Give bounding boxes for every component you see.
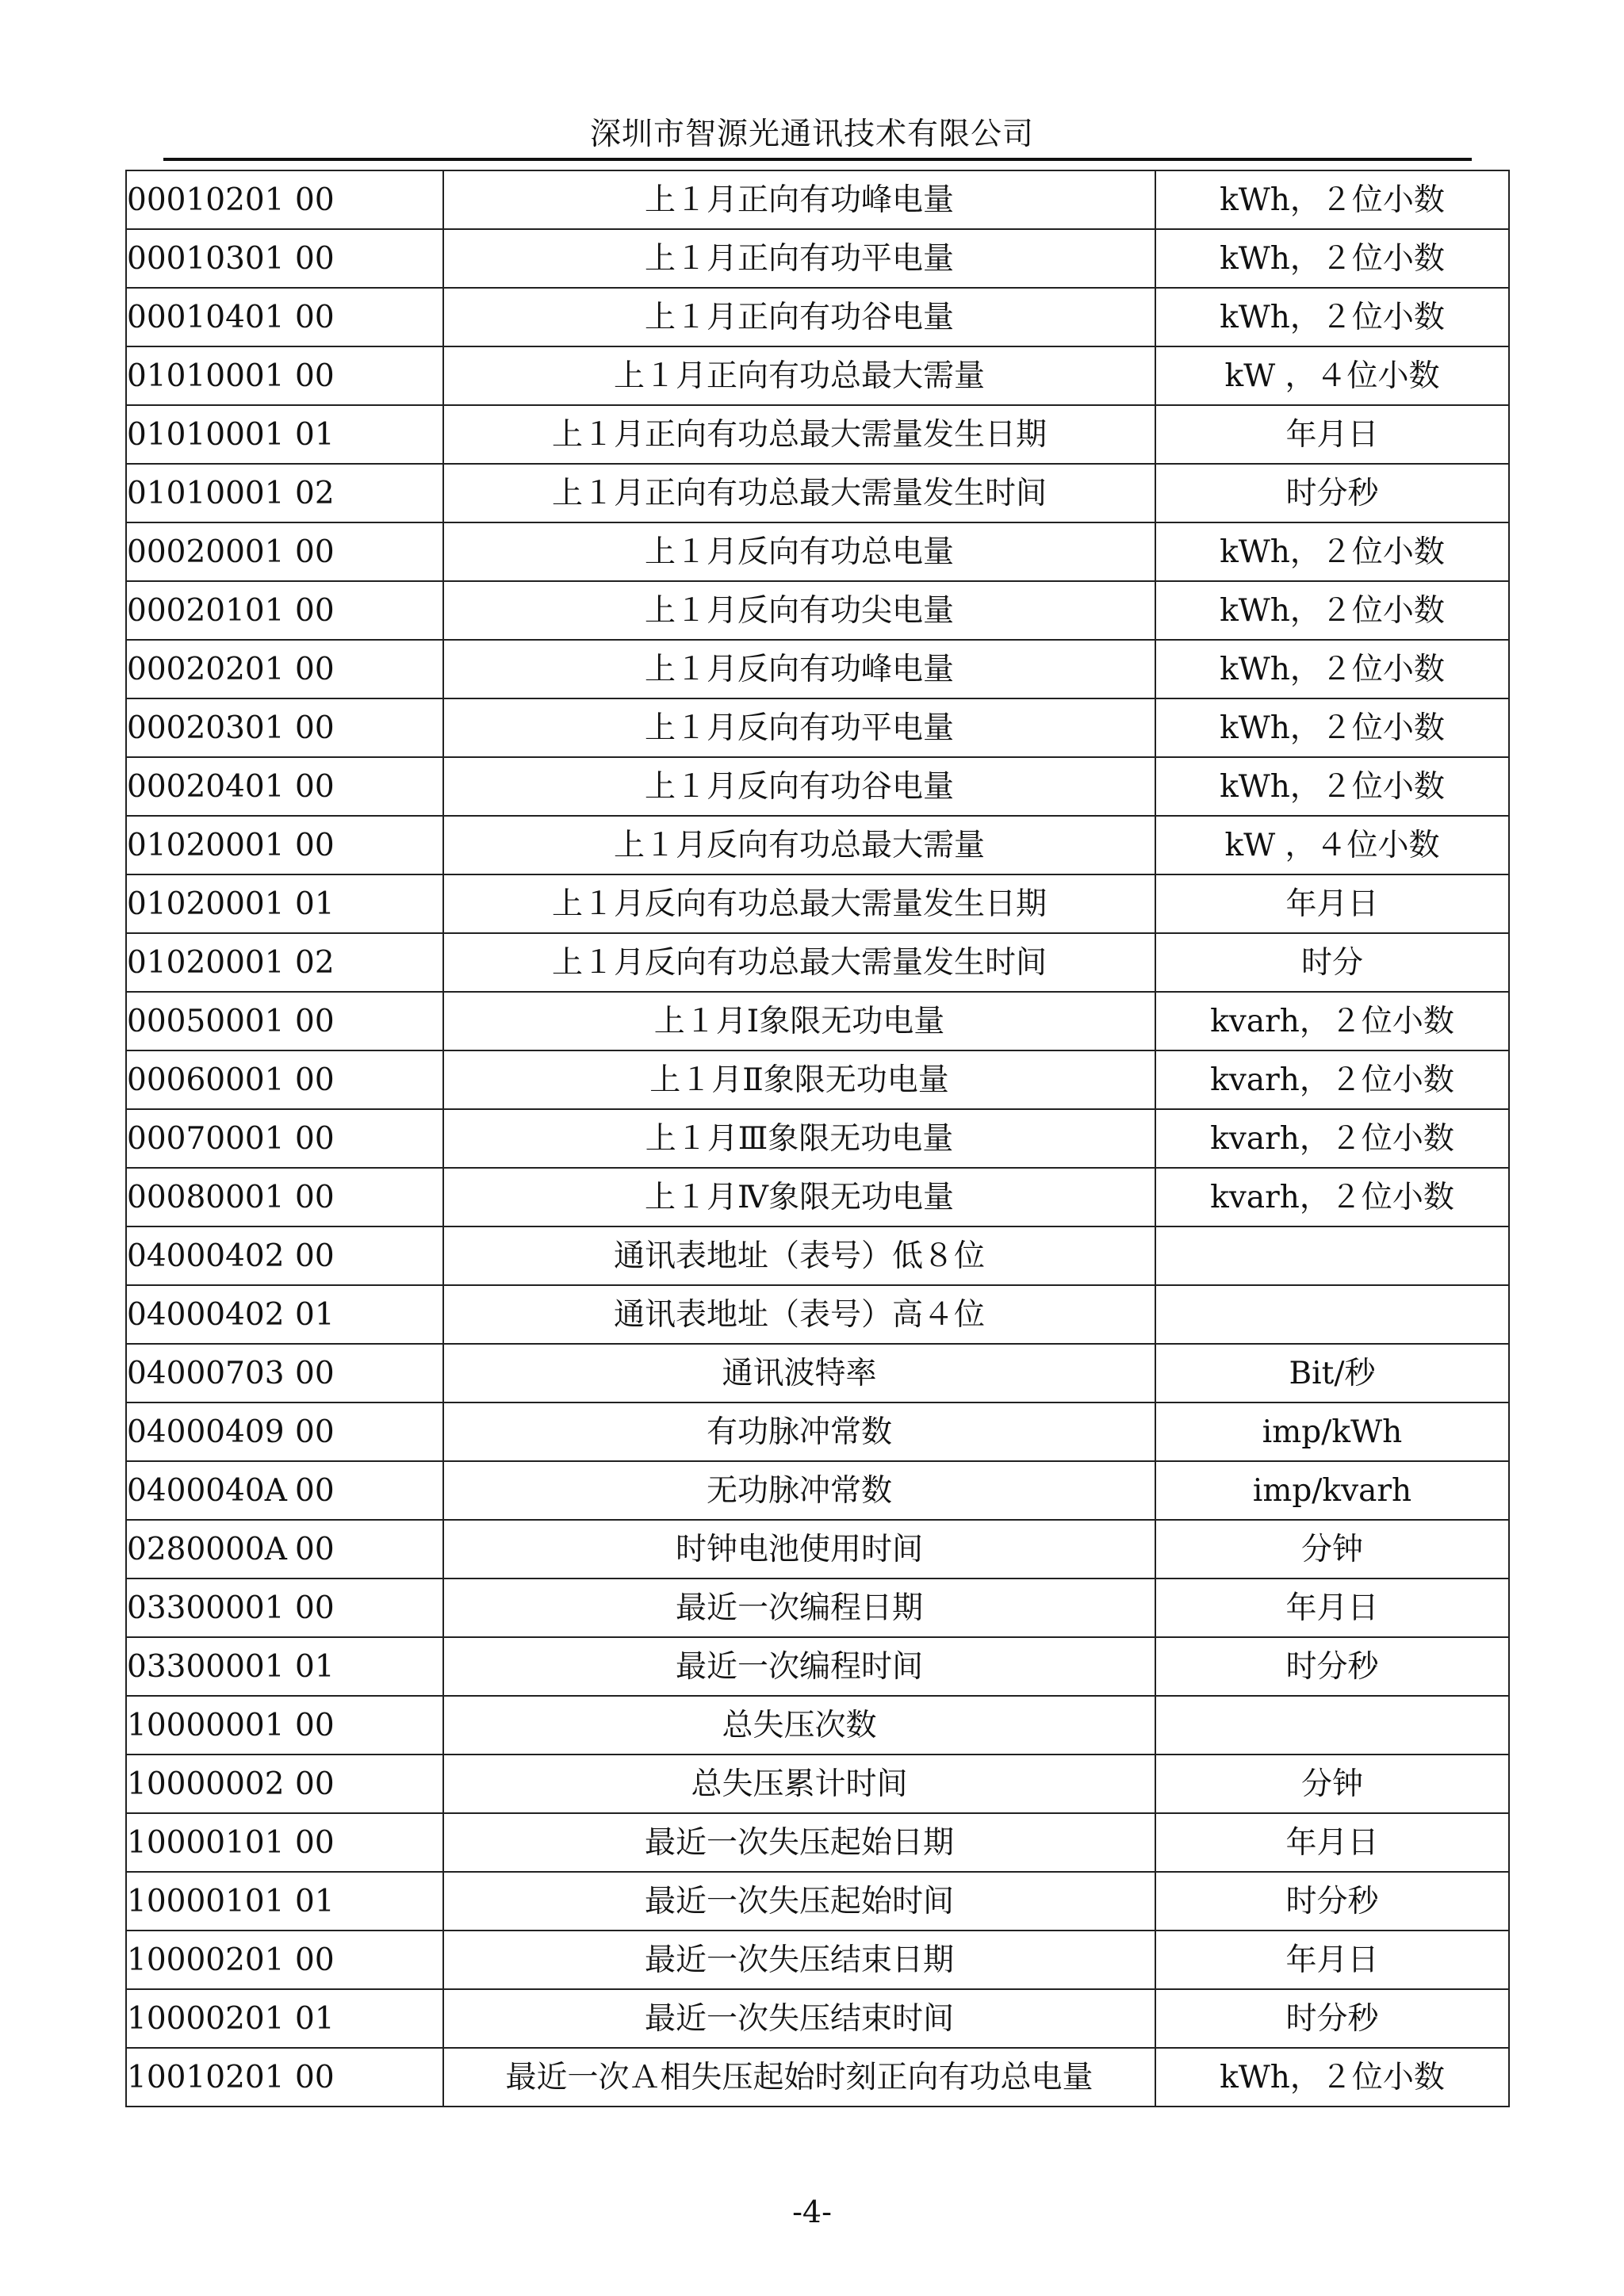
item-name-cell: 上１月正向有功峰电量: [443, 170, 1155, 229]
data-id-sub: 00: [295, 1120, 335, 1157]
table-row: [126, 992, 1509, 1050]
item-name-cell: 最近一次失压起始时间: [443, 1872, 1155, 1931]
data-id-code: 10000101: [127, 1824, 285, 1861]
table-row: [126, 816, 1509, 874]
data-id-cell: [126, 816, 443, 874]
table-row: [126, 1696, 1509, 1755]
table-row: [126, 170, 1509, 229]
unit-cell: 年月日: [1155, 1578, 1509, 1637]
data-id-code: 10000201: [127, 2000, 285, 2037]
table-row: [126, 874, 1509, 933]
unit-cell: 时分秒: [1155, 1989, 1509, 2048]
table-row: [126, 2048, 1509, 2107]
data-id-code: 10010201: [127, 2059, 285, 2095]
unit-cell: 分钟: [1155, 1520, 1509, 1578]
unit-cell: kW ，４位小数: [1155, 816, 1509, 874]
data-id-code: 0280000A: [127, 1531, 287, 1567]
item-name-cell: 上１月Ⅳ象限无功电量: [443, 1168, 1155, 1226]
table-row: [126, 229, 1509, 288]
table-row: [126, 1931, 1509, 1989]
data-id-sub: 00: [295, 2059, 335, 2095]
item-name-cell: 通讯表地址（表号）高４位: [443, 1285, 1155, 1344]
data-id-code: 00050001: [127, 1003, 285, 1039]
item-name-cell: 上１月反向有功总最大需量发生日期: [443, 874, 1155, 933]
data-id-code: 0400040A: [127, 1472, 287, 1509]
data-id-code: 01020001: [127, 827, 285, 863]
data-id-sub: 00: [295, 1472, 335, 1509]
item-name-cell: 上１月正向有功谷电量: [443, 288, 1155, 346]
table-row: [126, 1872, 1509, 1931]
data-id-cell: [126, 581, 443, 640]
data-id-code: 00010301: [127, 240, 285, 277]
data-id-code: 01020001: [127, 944, 285, 981]
item-name-cell: 通讯表地址（表号）低８位: [443, 1226, 1155, 1285]
item-name-cell: 上１月Ⅲ象限无功电量: [443, 1109, 1155, 1168]
item-name-cell: 上１月反向有功总最大需量发生时间: [443, 933, 1155, 992]
data-id-sub: 02: [295, 475, 335, 511]
unit-cell: kWh，２位小数: [1155, 757, 1509, 816]
data-id-sub: 00: [295, 534, 335, 570]
data-id-code: 01010001: [127, 475, 285, 511]
table-row: [126, 1989, 1509, 2048]
data-id-sub: 00: [295, 1179, 335, 1215]
data-id-cell: [126, 1931, 443, 1989]
data-id-cell: [126, 1696, 443, 1755]
data-id-cell: [126, 1285, 443, 1344]
unit-cell: kvarh，２位小数: [1155, 992, 1509, 1050]
unit-cell: Bit/秒: [1155, 1344, 1509, 1402]
item-name-cell: 上１月反向有功总电量: [443, 522, 1155, 581]
table-body: [126, 170, 1509, 2107]
data-id-code: 10000002: [127, 1766, 285, 1802]
table-row: [126, 1461, 1509, 1520]
table-row: [126, 640, 1509, 698]
data-id-sub: 00: [295, 592, 335, 629]
item-name-cell: 上１月正向有功总最大需量: [443, 346, 1155, 405]
data-id-code: 00010201: [127, 182, 285, 218]
table-row: [126, 933, 1509, 992]
data-id-code: 00070001: [127, 1120, 285, 1157]
data-id-cell: [126, 1402, 443, 1461]
data-id-code: 00020201: [127, 651, 285, 687]
data-id-cell: [126, 640, 443, 698]
data-id-sub: 00: [295, 1238, 335, 1274]
data-id-sub: 02: [295, 944, 335, 981]
data-id-sub: 01: [295, 886, 335, 922]
data-id-sub: 00: [295, 1942, 335, 1978]
data-id-code: 10000201: [127, 1942, 285, 1978]
item-name-cell: 上１月反向有功谷电量: [443, 757, 1155, 816]
data-id-code: 03300001: [127, 1590, 285, 1626]
data-id-cell: [126, 1872, 443, 1931]
unit-cell: 年月日: [1155, 1931, 1509, 1989]
data-id-code: 00020101: [127, 592, 285, 629]
unit-cell: kWh，２位小数: [1155, 698, 1509, 757]
data-id-sub: 00: [295, 1766, 335, 1802]
unit-cell: 时分秒: [1155, 1872, 1509, 1931]
unit-cell: kWh，２位小数: [1155, 288, 1509, 346]
item-name-cell: 最近一次失压结束日期: [443, 1931, 1155, 1989]
unit-cell: [1155, 1696, 1509, 1755]
data-id-code: 00020301: [127, 710, 285, 746]
unit-cell: 分钟: [1155, 1755, 1509, 1813]
company-name: 深圳市智源光通讯技术有限公司: [589, 117, 1034, 152]
data-id-cell: [126, 1226, 443, 1285]
data-id-cell: [126, 170, 443, 229]
data-id-cell: [126, 1637, 443, 1696]
item-name-cell: 最近一次失压起始日期: [443, 1813, 1155, 1872]
data-id-cell: [126, 1050, 443, 1109]
item-name-cell: 上１月反向有功平电量: [443, 698, 1155, 757]
data-id-code: 01010001: [127, 358, 285, 394]
data-id-code: 10000001: [127, 1707, 285, 1743]
data-id-cell: [126, 757, 443, 816]
unit-cell: 时分秒: [1155, 464, 1509, 522]
item-name-cell: 上１月反向有功尖电量: [443, 581, 1155, 640]
table-row: [126, 1285, 1509, 1344]
item-name-cell: 上１月正向有功总最大需量发生日期: [443, 405, 1155, 464]
item-name-cell: 最近一次编程时间: [443, 1637, 1155, 1696]
item-name-cell: 上１月正向有功总最大需量发生时间: [443, 464, 1155, 522]
data-id-sub: 00: [295, 299, 335, 335]
table-row: [126, 1813, 1509, 1872]
data-id-cell: [126, 346, 443, 405]
data-id-sub: 01: [295, 1296, 335, 1333]
table-row: [126, 522, 1509, 581]
data-id-cell: [126, 1989, 443, 2048]
unit-cell: kWh，２位小数: [1155, 640, 1509, 698]
data-id-sub: 00: [295, 240, 335, 277]
data-id-code: 04000703: [127, 1355, 285, 1391]
unit-cell: kWh，２位小数: [1155, 229, 1509, 288]
item-name-cell: 最近一次编程日期: [443, 1578, 1155, 1637]
data-id-code: 04000409: [127, 1414, 285, 1450]
table-row: [126, 405, 1509, 464]
table-row: [126, 1520, 1509, 1578]
table-row: [126, 346, 1509, 405]
data-id-cell: [126, 229, 443, 288]
item-name-cell: 上１月正向有功平电量: [443, 229, 1155, 288]
unit-cell: kWh，２位小数: [1155, 2048, 1509, 2107]
data-id-code: 00020001: [127, 534, 285, 570]
unit-cell: kW ，４位小数: [1155, 346, 1509, 405]
data-id-sub: 01: [295, 2000, 335, 2037]
data-id-cell: [126, 288, 443, 346]
data-id-sub: 00: [295, 1531, 335, 1567]
data-id-cell: [126, 1813, 443, 1872]
data-id-code: 04000402: [127, 1296, 285, 1333]
unit-cell: imp/kWh: [1155, 1402, 1509, 1461]
data-id-cell: [126, 464, 443, 522]
data-id-code: 00060001: [127, 1062, 285, 1098]
table-row: [126, 1109, 1509, 1168]
data-id-sub: 01: [295, 1648, 335, 1685]
item-name-cell: 有功脉冲常数: [443, 1402, 1155, 1461]
table-row: [126, 1637, 1509, 1696]
item-name-cell: 上１月反向有功峰电量: [443, 640, 1155, 698]
page-number: -4-: [792, 2195, 832, 2229]
data-id-cell: [126, 698, 443, 757]
unit-cell: 时分: [1155, 933, 1509, 992]
unit-cell: kvarh，２位小数: [1155, 1050, 1509, 1109]
data-id-sub: 00: [295, 1707, 335, 1743]
data-id-sub: 00: [295, 182, 335, 218]
unit-cell: kvarh，２位小数: [1155, 1168, 1509, 1226]
data-id-cell: [126, 1461, 443, 1520]
data-id-sub: 00: [295, 710, 335, 746]
item-name-cell: 时钟电池使用时间: [443, 1520, 1155, 1578]
item-name-cell: 总失压次数: [443, 1696, 1155, 1755]
data-id-cell: [126, 1578, 443, 1637]
data-id-sub: 00: [295, 1824, 335, 1861]
data-id-code: 00020401: [127, 768, 285, 805]
item-name-cell: 无功脉冲常数: [443, 1461, 1155, 1520]
data-id-sub: 00: [295, 768, 335, 805]
unit-cell: 时分秒: [1155, 1637, 1509, 1696]
unit-cell: 年月日: [1155, 1813, 1509, 1872]
data-id-code: 00010401: [127, 299, 285, 335]
item-name-cell: 上１月Ⅱ象限无功电量: [443, 1050, 1155, 1109]
data-id-cell: [126, 933, 443, 992]
data-identifier-table: [125, 170, 1510, 2107]
data-id-sub: 01: [295, 1883, 335, 1919]
data-id-code: 01020001: [127, 886, 285, 922]
table-row: [126, 1050, 1509, 1109]
item-name-cell: 通讯波特率: [443, 1344, 1155, 1402]
unit-cell: [1155, 1226, 1509, 1285]
data-id-sub: 00: [295, 358, 335, 394]
item-name-cell: 最近一次失压结束时间: [443, 1989, 1155, 2048]
data-id-sub: 00: [295, 1062, 335, 1098]
unit-cell: 年月日: [1155, 874, 1509, 933]
data-id-sub: 00: [295, 827, 335, 863]
unit-cell: imp/kvarh: [1155, 1461, 1509, 1520]
data-id-sub: 00: [295, 1590, 335, 1626]
data-id-sub: 00: [295, 1414, 335, 1450]
data-id-cell: [126, 992, 443, 1050]
data-id-cell: [126, 522, 443, 581]
unit-cell: kWh，２位小数: [1155, 522, 1509, 581]
data-id-code: 10000101: [127, 1883, 285, 1919]
data-id-cell: [126, 1344, 443, 1402]
table-row: [126, 581, 1509, 640]
item-name-cell: 上１月反向有功总最大需量: [443, 816, 1155, 874]
table-row: [126, 1578, 1509, 1637]
data-id-cell: [126, 1755, 443, 1813]
table-row: [126, 288, 1509, 346]
table-row: [126, 1226, 1509, 1285]
data-id-cell: [126, 1520, 443, 1578]
table-row: [126, 1168, 1509, 1226]
data-id-code: 01010001: [127, 416, 285, 453]
data-id-code: 04000402: [127, 1238, 285, 1274]
unit-cell: [1155, 1285, 1509, 1344]
item-name-cell: 总失压累计时间: [443, 1755, 1155, 1813]
unit-cell: kvarh，２位小数: [1155, 1109, 1509, 1168]
data-id-cell: [126, 1109, 443, 1168]
table-row: [126, 1755, 1509, 1813]
data-id-code: 00080001: [127, 1179, 285, 1215]
unit-cell: kWh，２位小数: [1155, 581, 1509, 640]
header-divider: [163, 158, 1472, 161]
table-row: [126, 1344, 1509, 1402]
data-id-cell: [126, 2048, 443, 2107]
table-row: [126, 757, 1509, 816]
data-id-sub: 01: [295, 416, 335, 453]
table-row: [126, 464, 1509, 522]
data-id-cell: [126, 405, 443, 464]
unit-cell: kWh，２位小数: [1155, 170, 1509, 229]
data-id-cell: [126, 1168, 443, 1226]
table-row: [126, 698, 1509, 757]
data-id-sub: 00: [295, 1355, 335, 1391]
item-name-cell: 上１月Ⅰ象限无功电量: [443, 992, 1155, 1050]
table-row: [126, 1402, 1509, 1461]
data-id-sub: 00: [295, 1003, 335, 1039]
item-name-cell: 最近一次Ａ相失压起始时刻正向有功总电量: [443, 2048, 1155, 2107]
data-id-code: 03300001: [127, 1648, 285, 1685]
data-id-cell: [126, 874, 443, 933]
unit-cell: 年月日: [1155, 405, 1509, 464]
data-id-sub: 00: [295, 651, 335, 687]
